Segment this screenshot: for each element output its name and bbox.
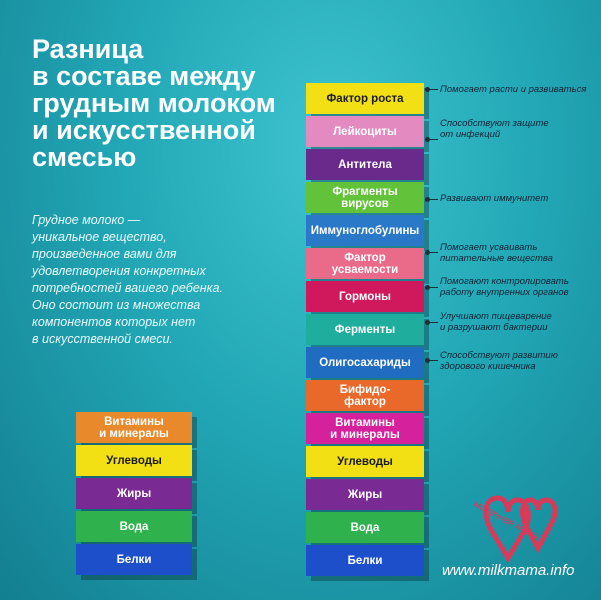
description-line: Грудное молоко — <box>32 213 141 227</box>
title-line: Разница <box>32 34 144 64</box>
annotation-line <box>428 89 438 90</box>
site-url[interactable]: www.milkmama.info <box>442 562 575 579</box>
formula-block <box>76 445 192 476</box>
annotation-text: Способствуют развитию здорового кишечника <box>440 350 558 372</box>
formula-label: Вода <box>119 520 149 533</box>
logo-text: молочная мама <box>471 498 541 543</box>
milk-label: Бифидо- фактор <box>339 383 391 408</box>
description-line: компонентов которых нет <box>32 315 196 329</box>
milk-block <box>306 83 424 114</box>
milk-block <box>306 347 424 378</box>
milk-label: Фактор усваемости <box>331 251 399 276</box>
milk-label: Белки <box>347 554 383 567</box>
milk-label: Лейкоциты <box>333 125 397 138</box>
annotation-text: Помогают контролировать работу внутренних органов <box>440 276 569 298</box>
annotation-text: Развивают иммунитет <box>440 193 549 204</box>
milk-label: Вода <box>350 521 380 534</box>
milk-label: Фрагменты вирусов <box>332 185 398 210</box>
annotation-line <box>428 322 438 323</box>
milk-label: Антитела <box>338 158 392 171</box>
milk-block <box>306 446 424 477</box>
annotation-line <box>428 360 438 361</box>
annotation-text: Улучшают пищеварение и разрушают бактерии <box>440 311 552 333</box>
milk-block <box>306 512 424 543</box>
formula-block <box>76 478 192 509</box>
description-line: удовлетворения конкретных <box>32 264 206 278</box>
title <box>32 36 292 171</box>
title-line: и искусственной <box>32 115 256 145</box>
milk-label: Иммуноглобулины <box>310 224 420 237</box>
milk-block <box>306 380 424 411</box>
formula-block <box>76 412 192 443</box>
description <box>32 212 282 348</box>
title-line: в составе между <box>32 61 256 91</box>
formula-label: Углеводы <box>106 454 162 467</box>
milk-block <box>306 182 424 213</box>
description-line: Оно состоит из множества <box>32 298 201 312</box>
milk-block <box>306 314 424 345</box>
milk-block <box>306 116 424 147</box>
milk-block <box>306 149 424 180</box>
annotation-line <box>428 199 438 200</box>
milk-block <box>306 281 424 312</box>
milk-block <box>306 479 424 510</box>
milk-label: Фактор роста <box>326 92 404 105</box>
formula-block <box>76 544 192 575</box>
formula-label: Белки <box>116 553 152 566</box>
milk-block <box>306 248 424 279</box>
description-line: произведенное вами для <box>32 247 177 261</box>
milk-label: Витамины и минералы <box>330 416 400 441</box>
annotation-line <box>428 287 438 288</box>
title-line: смесью <box>32 142 137 172</box>
annotation-text: Способствуют защите от инфекций <box>440 118 549 140</box>
formula-label: Жиры <box>116 487 152 500</box>
annotation-line <box>428 139 438 140</box>
annotation-text: Помогает расти и развиваться <box>440 84 587 95</box>
description-line: в искусственной смеси. <box>32 332 173 346</box>
annotation-text: Помогает усваивать питательные вещества <box>440 242 553 264</box>
formula-block <box>76 511 192 542</box>
description-line: потребностей вашего ребенка. <box>32 281 223 295</box>
milk-block <box>306 215 424 246</box>
milk-label: Ферменты <box>334 323 396 336</box>
milk-block <box>306 545 424 576</box>
milk-label: Олигосахариды <box>319 356 411 369</box>
formula-label: Витамины и минералы <box>99 415 169 440</box>
milk-label: Жиры <box>347 488 383 501</box>
milk-block <box>306 413 424 444</box>
annotation-line <box>428 252 438 253</box>
milk-label: Гормоны <box>339 290 391 303</box>
title-line: грудным молоком <box>32 88 276 118</box>
milk-label: Углеводы <box>337 455 393 468</box>
description-line: уникальное вещество, <box>32 230 167 244</box>
